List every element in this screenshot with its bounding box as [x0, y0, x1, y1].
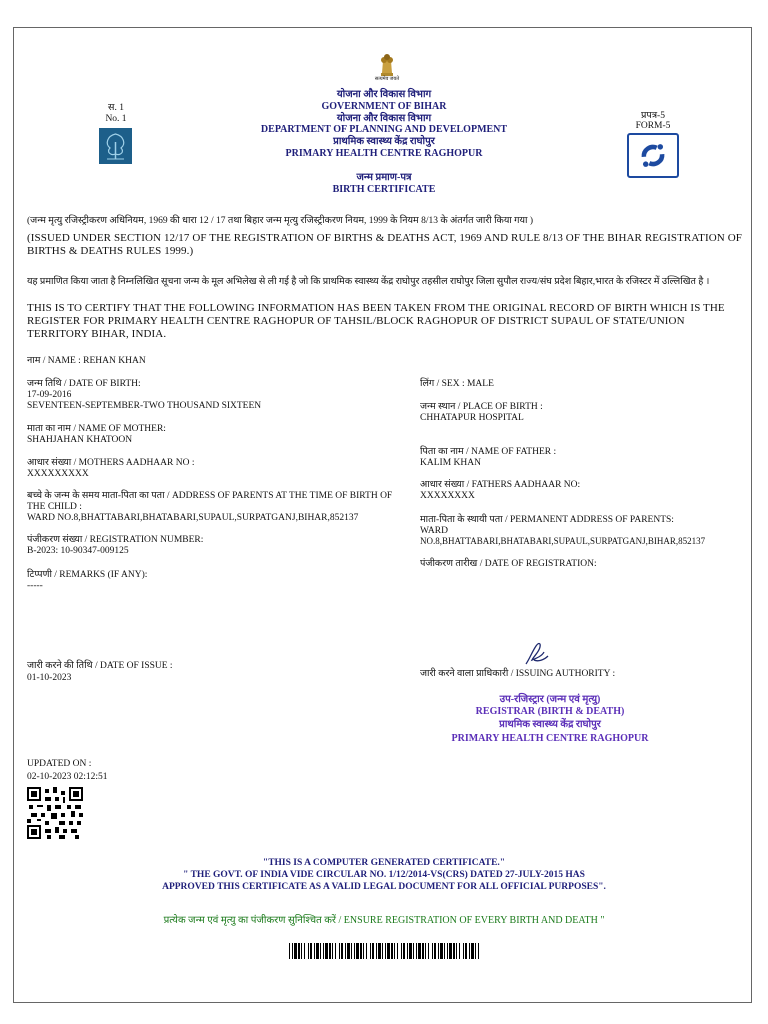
father-name-value: KALIM KHAN — [420, 458, 481, 468]
issuing-authority-label: जारी करने वाला प्राधिकारी / ISSUING AUTHORITY : — [420, 669, 616, 679]
ashoka-emblem-icon — [372, 49, 402, 79]
sex-field: लिंग / SEX : MALE — [420, 379, 494, 389]
dob-label: जन्म तिथि / DATE OF BIRTH: — [27, 379, 141, 389]
registration-number-label: पंजीकरण संख्या / REGISTRATION NUMBER: — [27, 535, 204, 545]
signature-icon — [522, 638, 552, 670]
registration-date-label: पंजीकरण तारीख / DATE OF REGISTRATION: — [420, 559, 597, 569]
crs-logo-icon — [627, 133, 679, 178]
permanent-address-value-1: WARD — [420, 526, 448, 536]
place-of-birth-value: CHHATAPUR HOSPITAL — [420, 413, 524, 423]
father-name-label: पिता का नाम / NAME OF FATHER : — [420, 447, 557, 457]
emblem-caption: सत्यमेव जयते — [374, 77, 400, 82]
birth-address-label: बच्चे के जन्म के समय माता-पिता का पता / ADDRESS OF PARENTS AT THE TIME OF BIRTH OF THE CHILD : — [27, 491, 393, 512]
registration-number-value: B-2023: 10-90347-009125 — [27, 546, 129, 556]
mother-aadhaar-value: XXXXXXXXX — [27, 469, 89, 479]
cert-title-hi: जन्म प्रमाण-पत्र — [356, 172, 412, 183]
remarks-label: टिप्पणी / REMARKS (IF ANY): — [27, 570, 148, 580]
dept-title-hi: योजना और विकास विभाग — [336, 89, 432, 100]
dept-title-en: DEPARTMENT OF PLANNING AND DEVELOPMENT — [260, 124, 508, 135]
certify-text-hi: यह प्रमाणित किया जाता है निम्नलिखित सूचना जन्म के मूल अभिलेख से ली गई है जो कि प्राथमिक स्वास्थ्य केंद्र राघोपुर तहसील राघोपुर जिला सुपौल राज्य/संघ प्रदेश बिहार,भारत के रजिस्टर में उल्लिखित है । — [27, 277, 710, 287]
bihar-tree-logo-icon — [99, 128, 132, 164]
ensure-registration-note: प्रत्येक जन्म एवं मृत्यु का पंजीकरण सुनिश्चित करें / ENSURE REGISTRATION OF EVERY BIRTH AND DEATH " — [163, 915, 605, 926]
registrar-phc-en: PRIMARY HEALTH CENTRE RAGHOPUR — [451, 733, 649, 744]
govt-title: GOVERNMENT OF BIHAR — [321, 101, 447, 112]
updated-on-value: 02-10-2023 02:12:51 — [27, 772, 108, 782]
dob-words: SEVENTEEN-SEPTEMBER-TWO THOUSAND SIXTEEN — [27, 401, 262, 411]
permanent-address-value-2: NO.8,BHATTABARI,BHATABARI,SUPAUL,SURPATGANJ,BIHAR,852137 — [420, 536, 706, 546]
place-of-birth-label: जन्म स्थान / PLACE OF BIRTH : — [420, 402, 543, 412]
issue-date-value: 01-10-2023 — [27, 673, 72, 683]
cert-title-en: BIRTH CERTIFICATE — [332, 184, 436, 195]
phc-title-hi: प्राथमिक स्वास्थ्य केंद्र राघोपुर — [333, 136, 435, 147]
father-aadhaar-value: XXXXXXXX — [420, 491, 475, 501]
mother-name-label: माता का नाम / NAME OF MOTHER: — [27, 424, 166, 434]
issue-date-label: जारी करने की तिथि / DATE OF ISSUE : — [27, 661, 173, 671]
birth-address-value: WARD NO.8,BHATTABARI,BHATABARI,SUPAUL,SURPATGANJ,BIHAR,852137 — [27, 513, 359, 523]
mother-aadhaar-label: आधार संख्या / MOTHERS AADHAAR NO : — [27, 458, 195, 468]
updated-on-label: UPDATED ON : — [27, 759, 92, 769]
permanent-address-label: माता-पिता के स्थायी पता / PERMANENT ADDRESS OF PARENTS: — [420, 515, 674, 525]
registrar-title-hi: उप-रजिस्ट्रार (जन्म एवं मृत्यु) — [499, 694, 601, 705]
qr-code-icon — [27, 787, 83, 839]
govt-circular-note-1: " THE GOVT. OF INDIA VIDE CIRCULAR NO. 1/12/2014-VS(CRS) DATED 27-JULY-2015 HAS — [183, 870, 585, 880]
certify-text-en: THIS IS TO CERTIFY THAT THE FOLLOWING INFORMATION HAS BEEN TAKEN FROM THE ORIGINAL RECORD OF BIRTH WHICH IS THE REGISTER FOR PRIMARY HEALTH CENTRE RAGHOPUR OF TAHSIL/BLOCK RAGHOPUR OF DISTRICT SUPAUL OF STATE/UNION TERRITORY BIHAR, INDIA. — [27, 302, 725, 340]
name-field: नाम / NAME : REHAN KHAN — [27, 356, 146, 366]
barcode-icon — [289, 943, 479, 959]
form-no-en: FORM-5 — [635, 121, 671, 131]
registrar-title-en: REGISTRAR (BIRTH & DEATH) — [475, 706, 625, 717]
registrar-phc-hi: प्राथमिक स्वास्थ्य केंद्र राघोपुर — [499, 719, 601, 730]
father-aadhaar-label: आधार संख्या / FATHERS AADHAAR NO: — [420, 480, 581, 490]
issued-under-hi: (जन्म मृत्यु रजिस्ट्रीकरण अधिनियम, 1969 की धारा 12 / 17 तथा बिहार जन्म मृत्यु रजिस्ट्रीकरण नियम, 1999 के नियम 8/13 के अंतर्गत जारी किया गया ) — [27, 216, 534, 226]
form-no-hi: प्रपत्र-5 — [641, 111, 665, 121]
phc-title-en: PRIMARY HEALTH CENTRE RAGHOPUR — [285, 148, 483, 159]
serial-no-hi: स. 1 — [108, 103, 124, 113]
govt-circular-note-2: APPROVED THIS CERTIFICATE AS A VALID LEGAL DOCUMENT FOR ALL OFFICIAL PURPOSES". — [162, 882, 606, 892]
mother-name-value: SHAHJAHAN KHATOON — [27, 435, 133, 445]
computer-generated-note: "THIS IS A COMPUTER GENERATED CERTIFICATE." — [262, 858, 506, 868]
dob-value: 17-09-2016 — [27, 390, 72, 400]
dept-title-hi-2: योजना और विकास विभाग — [336, 113, 432, 124]
remarks-value: ----- — [27, 581, 43, 591]
issued-under-en: (ISSUED UNDER SECTION 12/17 OF THE REGISTRATION OF BIRTHS & DEATHS ACT, 1969 AND RULE 8/13 OF THE BIHAR REGISTRATION OF BIRTHS & DEATHS RULES 1999.) — [27, 232, 742, 257]
serial-no-en: No. 1 — [105, 114, 127, 124]
